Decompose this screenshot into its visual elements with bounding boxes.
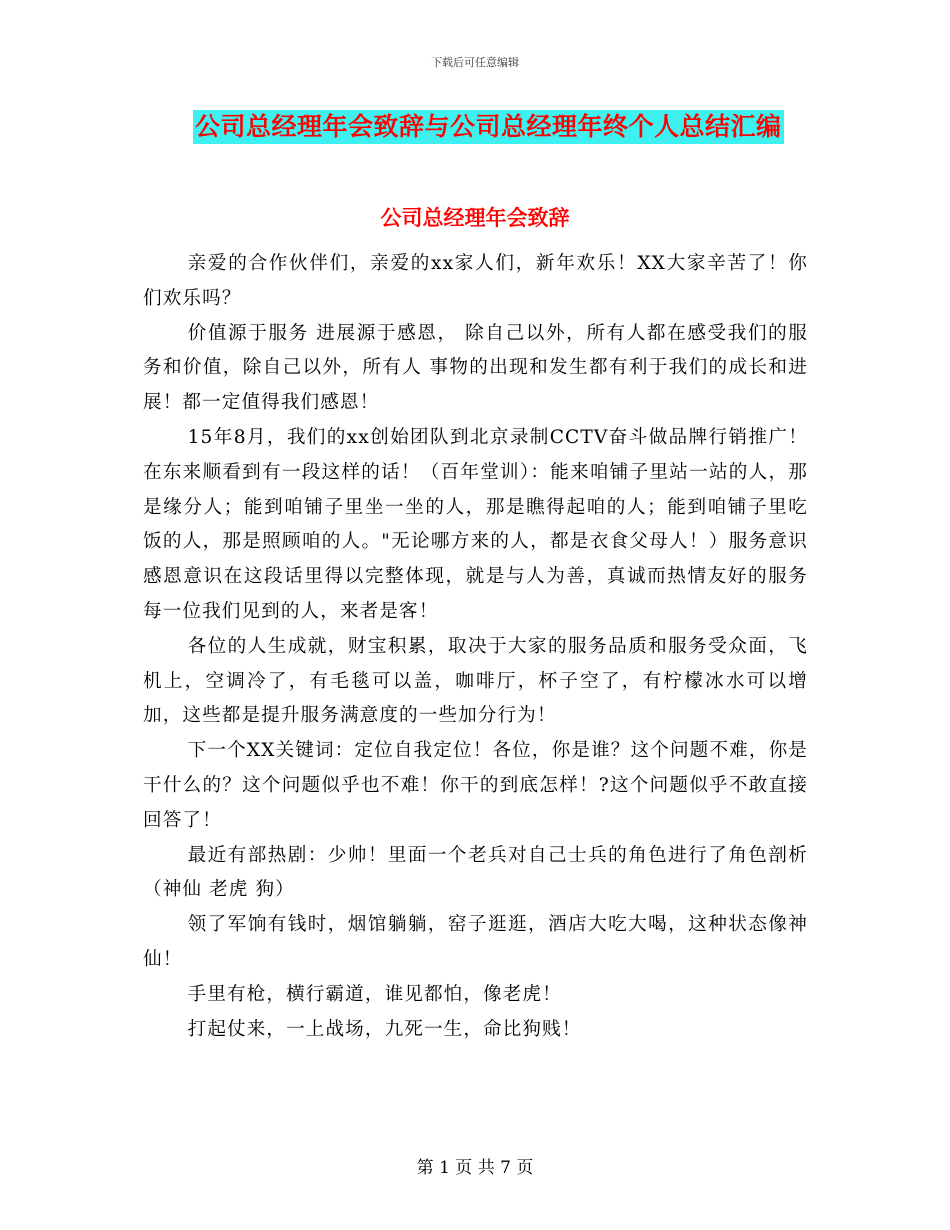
- paragraph: 15年8月，我们的xx创始团队到北京录制CCTV奋斗做品牌行销推广！在东来顺看到有一段这样的话！（百年堂训）：能来咱铺子里站一站的人，那是缘分人；能到咱铺子里坐一坐的人，那是瞧得起咱的人；能到咱铺子里吃饭的人，那是照顾咱的人。"无论哪方来的人，都是衣食父母人！）服务意识感恩意识在这段话里得以完整体现，就是与人为善，真诚而热情友好的服务每一位我们见到的人，来者是客！: [143, 426, 808, 622]
- paragraph: 亲爱的合作伙伴们，亲爱的xx家人们，新年欢乐！XX大家辛苦了！你们欢乐吗？: [143, 253, 808, 309]
- paragraph: 最近有部热剧：少帅！里面一个老兵对自己士兵的角色进行了角色剖析（神仙 老虎 狗）: [143, 844, 808, 901]
- document-main-title: 公司总经理年会致辞与公司总经理年终个人总结汇编: [193, 110, 784, 144]
- section-title: 公司总经理年会致辞: [380, 205, 570, 230]
- page-footer: 第 1 页 共 7 页: [416, 1158, 534, 1178]
- paragraph: 手里有枪，横行霸道，谁见都怕，像老虎！: [187, 983, 562, 1005]
- header-note: 下载后可任意编辑: [431, 56, 519, 69]
- paragraph: 下一个XX关键词：定位自我定位！各位，你是谁？这个问题不难，你是干什么的？这个问题似乎也不难！你干的到底怎样！?这个问题似乎不敢直接回答了！: [143, 740, 808, 831]
- paragraph: 各位的人生成就，财宝积累，取决于大家的服务品质和服务受众面，飞机上，空调冷了，有毛毯可以盖，咖啡厅，杯子空了，有柠檬冰水可以增加，这些都是提升服务满意度的一些加分行为！: [143, 635, 808, 727]
- body-text: [143, 247, 808, 1047]
- paragraph: 价值源于服务 进展源于感恩， 除自己以外，所有人都在感受我们的服务和价值，除自己以外，所有人 事物的出现和发生都有利于我们的成长和进展！都一定值得我们感恩！: [143, 322, 808, 414]
- paragraph: 打起仗来，一上战场，九死一生，命比狗贱！: [187, 1018, 582, 1040]
- paragraph: 领了军饷有钱时，烟馆躺躺，窑子逛逛，酒店大吃大喝，这种状态像神仙！: [143, 914, 808, 970]
